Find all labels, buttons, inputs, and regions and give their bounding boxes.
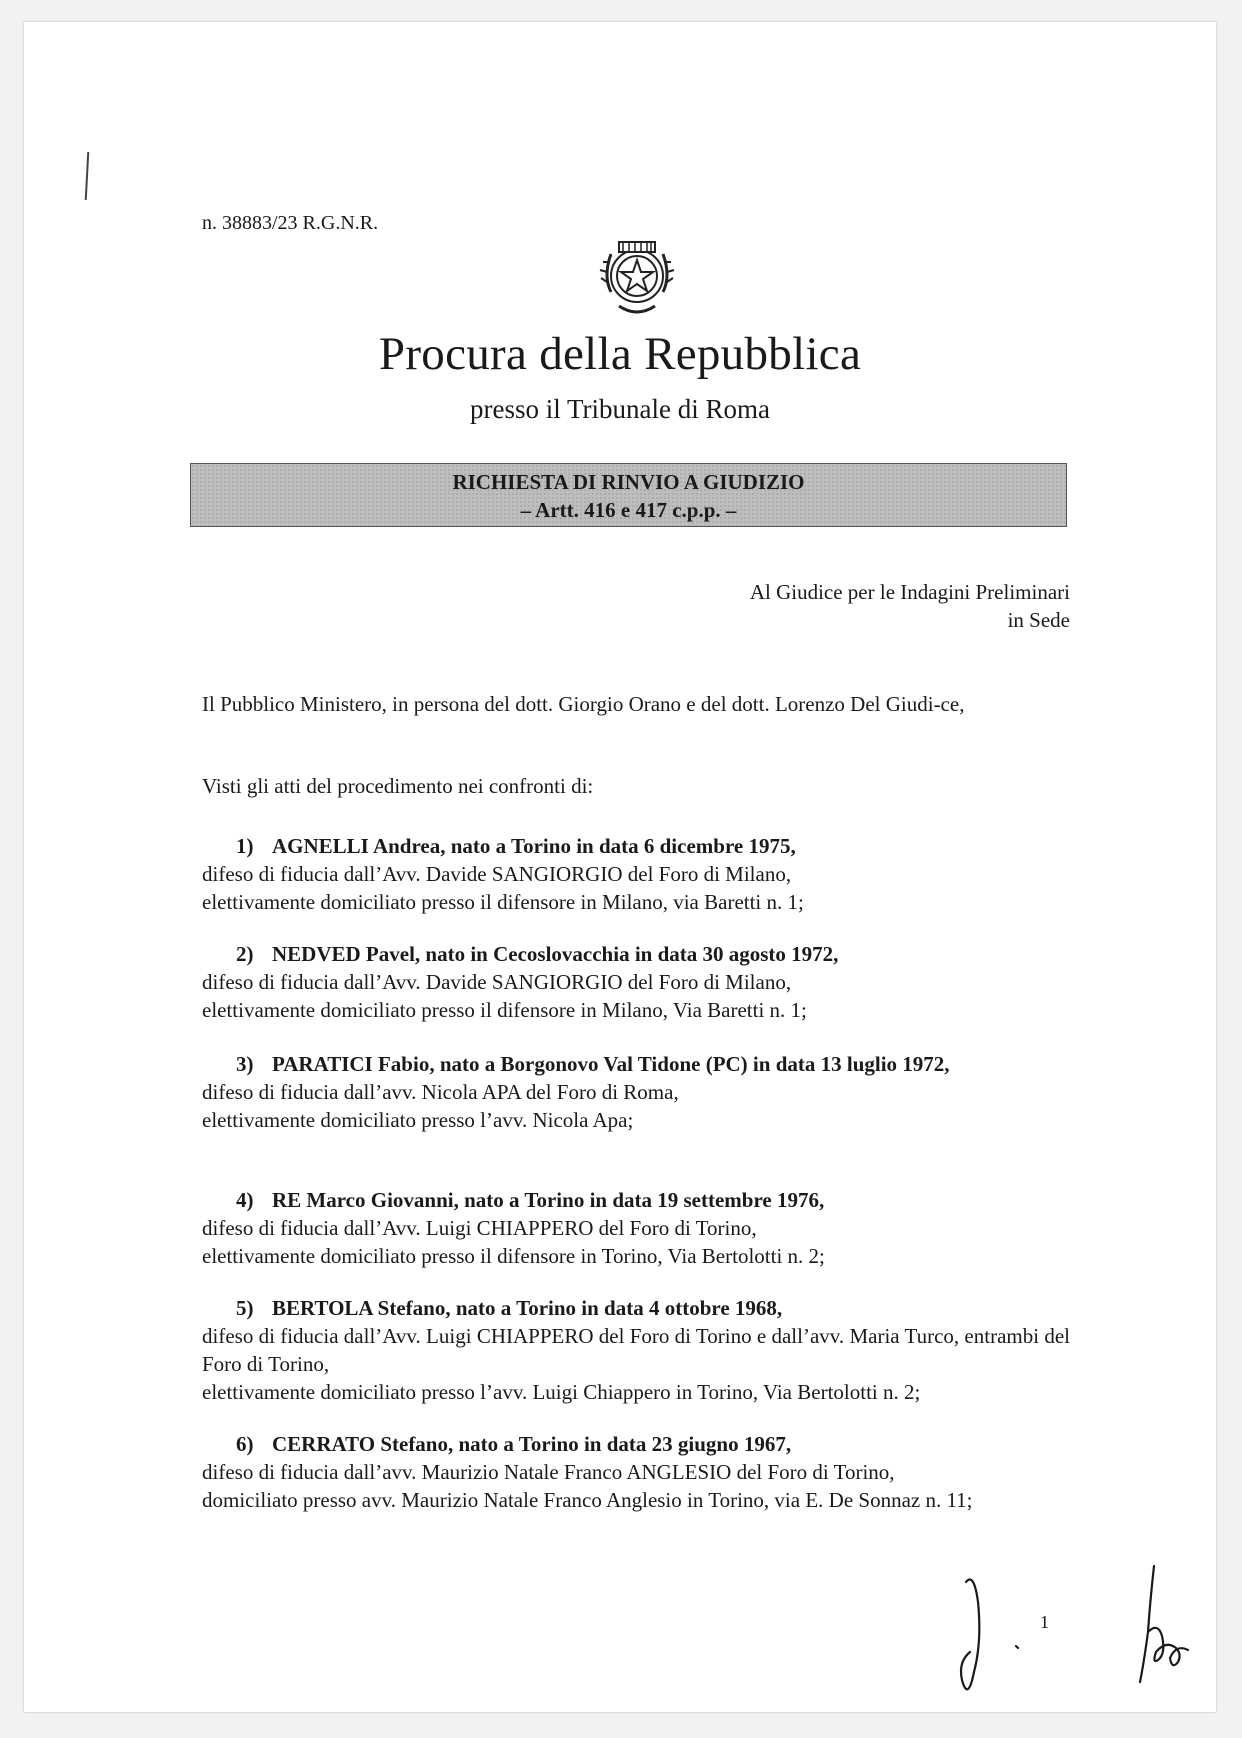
defendant-number: 1)	[236, 834, 254, 858]
defendant-entry	[202, 1430, 1070, 1514]
defendant-entry	[202, 1050, 1070, 1134]
addressee-line: Al Giudice per le Indagini Preliminari	[749, 580, 1070, 604]
domicile: elettivamente domiciliato presso il difensore in Milano, Via Baretti n. 1;	[202, 998, 807, 1022]
defendant-number: 3)	[236, 1052, 254, 1076]
visti-paragraph: Visti gli atti del procedimento nei confronti di:	[202, 774, 594, 798]
defendant-header	[202, 1294, 1070, 1322]
defendant-header	[202, 1050, 1070, 1078]
defendant-number: 4)	[236, 1188, 254, 1212]
case-reference: n. 38883/23 R.G.N.R.	[202, 212, 379, 234]
defense-counsel: difeso di fiducia dall’Avv. Davide SANGIORGIO del Foro di Milano,	[202, 862, 792, 886]
defense-counsel: difeso di fiducia dall’Avv. Luigi CHIAPPERO del Foro di Torino e dall’avv. Maria Turco, entrambi del Foro di Torino,	[202, 1324, 1070, 1376]
defense-counsel: difeso di fiducia dall’avv. Nicola APA del Foro di Roma,	[202, 1080, 679, 1104]
defense-counsel: difeso di fiducia dall’avv. Maurizio Natale Franco ANGLESIO del Foro di Torino,	[202, 1460, 895, 1484]
domicile: elettivamente domiciliato presso l’avv. Luigi Chiappero in Torino, Via Bertolotti n. 2;	[202, 1380, 921, 1404]
defendant-number: 6)	[236, 1432, 254, 1456]
defendant-header	[202, 832, 1070, 860]
italian-republic-emblem-icon	[589, 232, 685, 328]
defendant-entry	[202, 940, 1070, 1024]
intro-paragraph: Il Pubblico Ministero, in persona del dott. Giorgio Orano e del dott. Lorenzo Del Giudi-ce,	[202, 692, 965, 716]
defense-counsel: difeso di fiducia dall’Avv. Davide SANGIORGIO del Foro di Milano,	[202, 970, 792, 994]
defendant-identity: BERTOLA Stefano, nato a Torino in data 4 ottobre 1968,	[272, 1296, 783, 1320]
office-subtitle: presso il Tribunale di Roma	[469, 394, 770, 424]
defendant-entry	[202, 832, 1070, 916]
defendant-number: 5)	[236, 1296, 254, 1320]
defendant-identity: AGNELLI Andrea, nato a Torino in data 6 dicembre 1975,	[272, 834, 796, 858]
defendant-identity: PARATICI Fabio, nato a Borgonovo Val Tidone (PC) in data 13 luglio 1972,	[272, 1052, 950, 1076]
office-title: Procura della Repubblica	[378, 328, 862, 380]
defendant-identity: RE Marco Giovanni, nato a Torino in data 19 settembre 1976,	[272, 1188, 825, 1212]
defendant-header	[202, 1430, 1070, 1458]
defense-counsel: difeso di fiducia dall’Avv. Luigi CHIAPPERO del Foro di Torino,	[202, 1216, 757, 1240]
margin-mark	[85, 152, 90, 200]
defendant-number: 2)	[236, 942, 254, 966]
domicile: elettivamente domiciliato presso l’avv. Nicola Apa;	[202, 1108, 634, 1132]
addressee	[750, 578, 1070, 634]
defendant-entry	[202, 1294, 1070, 1406]
request-articles: – Artt. 416 e 417 c.p.p. –	[520, 498, 737, 522]
addressee-line: in Sede	[1007, 608, 1070, 632]
domicile: domiciliato presso avv. Maurizio Natale Franco Anglesio in Torino, via E. De Sonnaz n. 11;	[202, 1488, 973, 1512]
domicile: elettivamente domiciliato presso il difensore in Milano, via Baretti n. 1;	[202, 890, 804, 914]
request-banner	[190, 463, 1067, 527]
handwritten-signature	[944, 1562, 1204, 1712]
defendant-identity: NEDVED Pavel, nato in Cecoslovacchia in data 30 agosto 1972,	[272, 942, 839, 966]
defendant-header	[202, 1186, 1070, 1214]
domicile: elettivamente domiciliato presso il difensore in Torino, Via Bertolotti n. 2;	[202, 1244, 825, 1268]
document-page	[24, 22, 1216, 1712]
defendant-header	[202, 940, 1070, 968]
defendant-entry	[202, 1186, 1070, 1270]
defendant-identity: CERRATO Stefano, nato a Torino in data 23 giugno 1967,	[272, 1432, 792, 1456]
page-number: 1	[1040, 1612, 1049, 1632]
request-title: RICHIESTA DI RINVIO A GIUDIZIO	[452, 470, 805, 494]
